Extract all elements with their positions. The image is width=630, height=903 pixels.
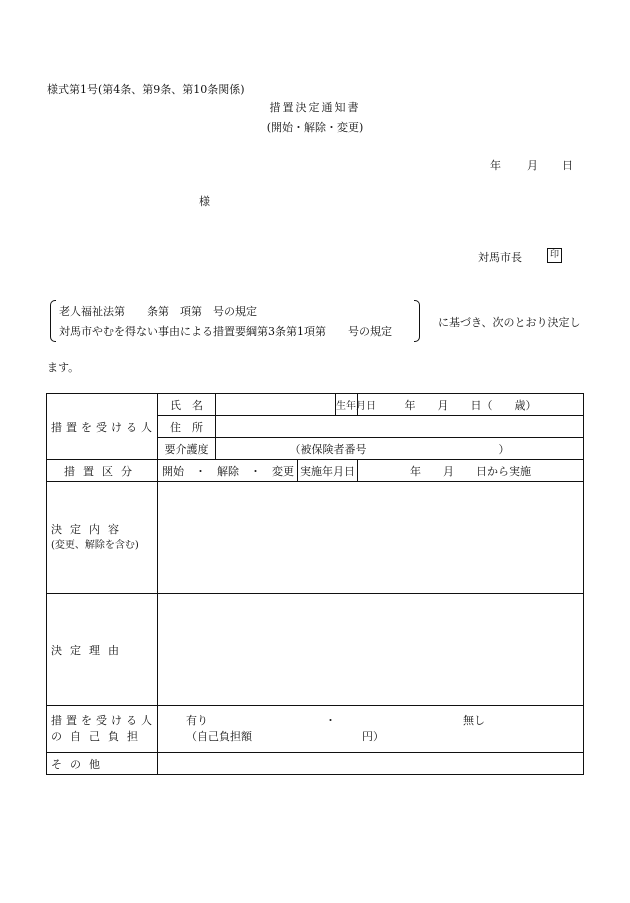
issuer-title: 対馬市長 <box>478 251 522 264</box>
table-row-name <box>47 394 584 416</box>
decision-content[interactable] <box>158 482 584 594</box>
table-row-decision <box>47 482 584 594</box>
burden-content[interactable] <box>158 706 584 753</box>
document-title: 措置決定通知書 <box>269 101 361 114</box>
burden-dot: ・ <box>325 714 336 727</box>
reason-label: 決定理由 <box>47 594 158 706</box>
burden-amount[interactable]: （自己負担額 円） <box>186 730 384 743</box>
basis-line-2: 対馬市やむを得ない事由による措置要綱第3条第1項第 号の規定 <box>59 325 392 338</box>
birth-value[interactable]: 年 月 日（ 歳） <box>358 394 584 416</box>
name-label: 氏 名 <box>158 394 216 416</box>
reason-content[interactable] <box>158 594 584 706</box>
table-row-burden <box>47 706 584 753</box>
birth-label: 生年月日 <box>336 394 358 416</box>
decision-sub: (変更、解除を含む) <box>51 539 139 551</box>
care-label: 要介護度 <box>158 438 216 460</box>
burden-yes[interactable]: 有り <box>186 714 208 727</box>
burden-label-1: 措置を受ける人 <box>51 714 156 727</box>
other-label: その他 <box>47 753 158 775</box>
decision-label-cell <box>47 482 158 594</box>
table-row-other <box>47 753 584 775</box>
impl-date-label: 実施年月日 <box>298 460 358 482</box>
date-year: 年 <box>490 159 501 172</box>
category-options[interactable]: 開始 ・ 解除 ・ 変更 <box>158 460 298 482</box>
other-content[interactable] <box>158 753 584 775</box>
seal-mark: 印 <box>547 248 562 263</box>
date-day: 日 <box>562 159 573 172</box>
decision-table <box>46 393 584 775</box>
impl-date-value[interactable]: 年 月 日から実施 <box>358 460 584 482</box>
basis-end: ます。 <box>47 361 80 374</box>
burden-line-1 <box>186 713 579 729</box>
burden-label-2: の自己負担 <box>51 730 146 743</box>
basis-line-1: 老人福祉法第 条第 項第 号の規定 <box>59 305 257 318</box>
decision-label: 決定内容 <box>51 522 127 536</box>
date-month: 月 <box>527 159 538 172</box>
burden-label-cell <box>47 706 158 753</box>
form-id: 様式第1号(第4条、第9条、第10条関係) <box>47 83 245 96</box>
burden-no[interactable]: 無し <box>463 714 485 727</box>
addressee-suffix: 様 <box>199 195 210 208</box>
table-row-reason <box>47 594 584 706</box>
document-subtitle: (開始・解除・変更) <box>266 121 364 134</box>
category-label: 措置区分 <box>47 460 158 482</box>
recipient-label: 措置を受ける人 <box>47 394 158 460</box>
address-label: 住 所 <box>158 416 216 438</box>
address-field[interactable] <box>216 416 584 438</box>
name-field[interactable] <box>216 394 336 416</box>
basis-tail: に基づき、次のとおり決定し <box>438 316 581 329</box>
right-bracket <box>414 300 420 342</box>
insured-number[interactable]: （被保険者番号 ） <box>216 438 584 460</box>
left-bracket <box>50 300 56 342</box>
table-row-category <box>47 460 584 482</box>
